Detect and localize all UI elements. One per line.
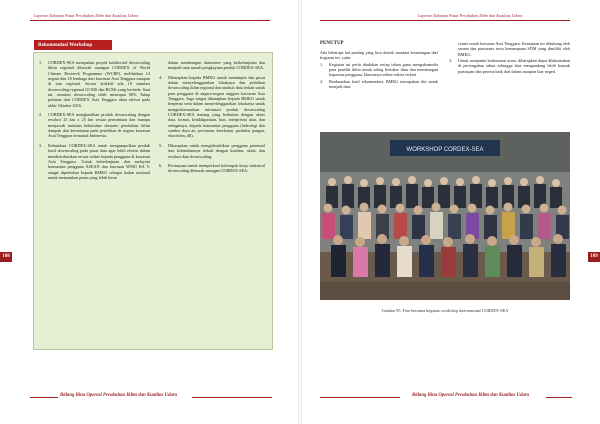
list-item: dalam membangun datacenter yang berkelanjutan dan menjadi tuan rumah pengkayaan produk CORDEX-SEA. (168, 60, 265, 71)
list-item: 3. Untuk menjamin keakuratan acara, diharapkan dapat dilaksanakan di pertengahan tahun sehingga bisa mengundang lebih banyak partisipan dan peserta baik dari dalam maupun luar negeri. (449, 58, 570, 74)
penutup-heading: PENUTUP (320, 41, 344, 46)
photo-banner-text: WORKSHOP CORDEX-SEA (406, 147, 484, 153)
group-photo (320, 132, 570, 300)
list-item: 4. Diharapkan kepada BMKG untuk memimpin dan pusat dalam menyelenggarakan lokakarya dan pelatihan downscaling iklim regional dan analisis data terkait untuk para pengguna di negara-negara anggota kawasan Asia Tenggara. Juga sangat diharapkan kepada BMKG untuk berperan serta dalam menyelenggarakan lokakarya untuk menginformasikan informasi produk downscaling CORDEX-SEA tentang yang berkaitan dengan akses data, format, ketidakpastian, bias, interpretasi data, dan sebagainya, kepada komunitas pengguna (hidrologi dan sumber daya air, pertanian, kesehatan, produksi pangan, ekosistem, dll). (159, 74, 265, 139)
list-item: 1. CORDEX-SEA merupakan proyek kolaboratif downscaling iklim regional dibawah naungan CORDEX of World Climate Research Programme (WCRP), melibatkan 14 negara dan 18 lembaga dari kawasan Asia Tenggara maupun di luar regional. Secara kolektif ada 18 simulasi downscaling regional GCMS dan RCMs yang berbeda. Saat ini, simulasi downscaling telah mencapai 80% Tahap pertama dari CORDEX Asia Tenggara akan selesai pada akhir Oktober 2016. (39, 60, 150, 108)
right-page-number: 109 (588, 252, 600, 262)
penutup-column-2 (449, 41, 570, 75)
list-item: 2. CORDEX-SEA menghasilkan produk downscaling dengan resolusi 25 km x 25 km sesuai permintaan dan mampu menjawab tuntutan kebutuhan skenario perubahan iklim dampak dan kerentanan pada penelitian di negara kawasan Asia Tenggara termasuk Indonesia. (39, 112, 150, 139)
group-photo-illustration (320, 132, 570, 300)
left-footer-text: Bidang Bina Operasi Perubahan Iklim dan Kualitas Udara (60, 393, 178, 398)
right-footer-rule-a (320, 397, 400, 398)
left-header-rule (30, 20, 270, 21)
recommendations-column-1 (39, 60, 150, 184)
left-footer-rule-a (30, 397, 58, 398)
list-item: 6. Pertanyaan untuk memperkuat kelompok kerja statistical downscaling dibawah naungan CORDEX-SEA. (159, 162, 265, 174)
right-header-title: Laporan Tahunan Pusat Perubahan Iklim dan Kualitas Udara (418, 13, 523, 18)
recommendations-column-2 (159, 60, 265, 178)
right-header-rule (320, 20, 570, 21)
penutup-intro: Ada beberapa hal penting yang bisa ditarik manfaat keuntungan dari kegiatan ini, yaitu: (320, 50, 438, 61)
list-item: 3. Kebutuhan CORDEX-SEA untuk mengumpulkan produk hasil downscaling pada pusat data agar lebih efisien dalam mendistribusikan secara online kepada pengguna di kawasan Asia Tenggara. Untuk keberlanjutan dan melayani komunitas pengguna ASEAN dan kawasan WMO RA V, sangat diperlukan kepada BMKG sebagai badan nasional untuk memainkan peran yang lebih besar (39, 142, 150, 180)
left-footer-rule-b (192, 397, 272, 398)
left-page-number: 108 (0, 252, 12, 262)
section-title-badge: Rekomendasi Workshop (34, 40, 112, 50)
left-header-title: Laporan Tahunan Pusat Perubahan Iklim dan Kualitas Udara (34, 13, 139, 18)
list-item: 2. Berdasarkan hasil rekomendasi, BMKG merupakan diri untuk menjadi data (320, 78, 438, 90)
list-item: 1. Kegiatan ini perlu diadakan setiap tahun guna mengakomodir para peneliti iklim untuk saling bertukar ilmu dan membangun kapasitas pengguna, khususnya sektor-sektor terkait. (320, 61, 438, 78)
right-footer-rule-b (546, 397, 572, 398)
photo-caption: Gambar 95. Foto bersama kegiatan workshop internasional CORDEX-SEA (381, 308, 509, 313)
right-footer-text: Bidang Bina Operasi Perubahan Iklim dan Kualitas Udara (412, 393, 530, 398)
penutup-column-1 (320, 50, 438, 90)
people-row-back (326, 176, 562, 208)
list-item: 5. Diharapkan untuk mengidentifikasi pengguna potensial dari kebutuhannya terkait dengan kualitas, skala, dan resolusi data downscaling. (159, 142, 265, 159)
book-gutter (298, 0, 302, 424)
list-item: center untuk kawasan Asia Tenggara. Kemajuan ini didukung oleh sarana dan prasarana serta kemampuan SDM yang dimiliki oleh BMKG. (458, 41, 570, 57)
